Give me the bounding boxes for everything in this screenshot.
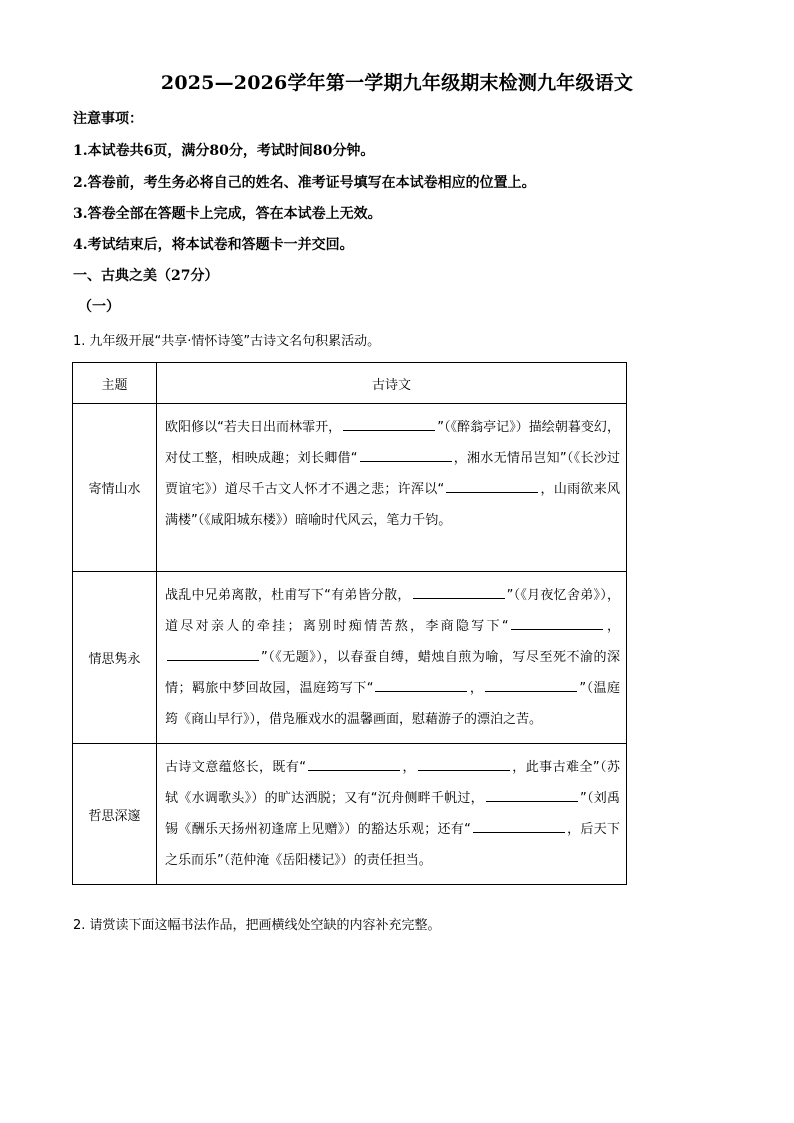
question-1: 1. 九年级开展“共享·情怀诗笺”古诗文名句积累活动。 (73, 334, 381, 349)
table-row (73, 572, 627, 744)
answer-blank[interactable] (473, 819, 565, 833)
section-title: 一、古典之美（27分） (73, 268, 219, 284)
answer-blank[interactable] (343, 417, 435, 431)
theme-cell: 哲思深邃 (73, 744, 157, 885)
note-item-1: 1.本试卷共6页，满分80分，考试时间80分钟。 (73, 143, 375, 159)
answer-blank[interactable] (511, 616, 603, 630)
poem-text: ”（《无题》），以春蚕自缚，蜡烛自煎为喻，写尽至死不渝的深情；羁旅中梦回故园，温庭筠写下“ (165, 650, 620, 696)
poem-text: ”（《月夜忆舍弟》），道尽对亲人的牵挂；离别时痴情苦熬，李商隐写下“ (165, 588, 620, 634)
header-poem: 古诗文 (157, 363, 627, 404)
poem-text: ，后天下之乐而乐”（范仲淹《岳阳楼记》）的责任担当。 (165, 822, 620, 868)
poem-text: ， (469, 681, 484, 696)
poem-text: ， (402, 760, 416, 775)
notes-heading: 注意事项： (73, 111, 143, 127)
note-item-4: 4.考试结束后，将本试卷和答题卡一并交回。 (73, 237, 354, 253)
table-row (73, 404, 627, 572)
page-title: 2025—2026学年第一学期九年级期末检测九年级语文 (160, 72, 634, 94)
answer-blank[interactable] (413, 585, 505, 599)
poem-text: ”（《醉翁亭记》）描绘朝暮变幻，对仗工整，相映成趣；刘长卿借“ (165, 420, 620, 466)
poem-text: ，山雨欲来风满楼”（《咸阳城东楼》）暗喻时代风云，笔力千钧。 (165, 482, 620, 528)
note-item-2: 2.答卷前，考生务必将自己的姓名、准考证号填写在本试卷相应的位置上。 (73, 175, 536, 191)
poem-cell (157, 404, 627, 572)
table-header-row (73, 363, 627, 404)
answer-blank[interactable] (446, 479, 538, 493)
poem-text: ”（刘禹锡《酬乐天扬州初逢席上见赠》）的豁达乐观；还有“ (165, 791, 620, 837)
table-row (73, 744, 627, 885)
theme-cell: 情思隽永 (73, 572, 157, 744)
poem-text: ， (604, 619, 620, 634)
header-theme: 主题 (73, 363, 157, 404)
poem-text: 古诗文意蕴悠长，既有“ (165, 760, 307, 775)
subsection-title: （一） (78, 299, 120, 315)
poem-text: 欧阳修以“若夫日出而林霏开， (165, 420, 342, 435)
poem-cell (157, 572, 627, 744)
question-2: 2. 请赏读下面这幅书法作品，把画横线处空缺的内容补充完整。 (73, 918, 441, 933)
answer-blank[interactable] (308, 757, 400, 771)
answer-blank[interactable] (486, 788, 578, 802)
answer-blank[interactable] (167, 647, 259, 661)
note-item-3: 3.答卷全部在答题卡上完成，答在本试卷上无效。 (73, 206, 382, 222)
poem-text: ，此事古难全”（苏轼《水调歌头》）的旷达洒脱；又有“沉舟侧畔千帆过， (165, 760, 620, 806)
answer-blank[interactable] (418, 757, 510, 771)
poem-text: ，湘水无情吊岂知”（《长沙过贾谊宅》）道尽千古文人怀才不遇之悲；许浑以“ (165, 451, 620, 497)
answer-blank[interactable] (485, 678, 577, 692)
poem-text: ”（温庭筠《商山早行》），借凫雁戏水的温馨画面，慰藉游子的漂泊之苦。 (165, 681, 620, 727)
poem-table (72, 362, 627, 885)
answer-blank[interactable] (375, 678, 467, 692)
theme-cell: 寄情山水 (73, 404, 157, 572)
poem-cell (157, 744, 627, 885)
poem-text: 战乱中兄弟离散，杜甫写下“有弟皆分散， (165, 588, 411, 603)
answer-blank[interactable] (360, 448, 452, 462)
